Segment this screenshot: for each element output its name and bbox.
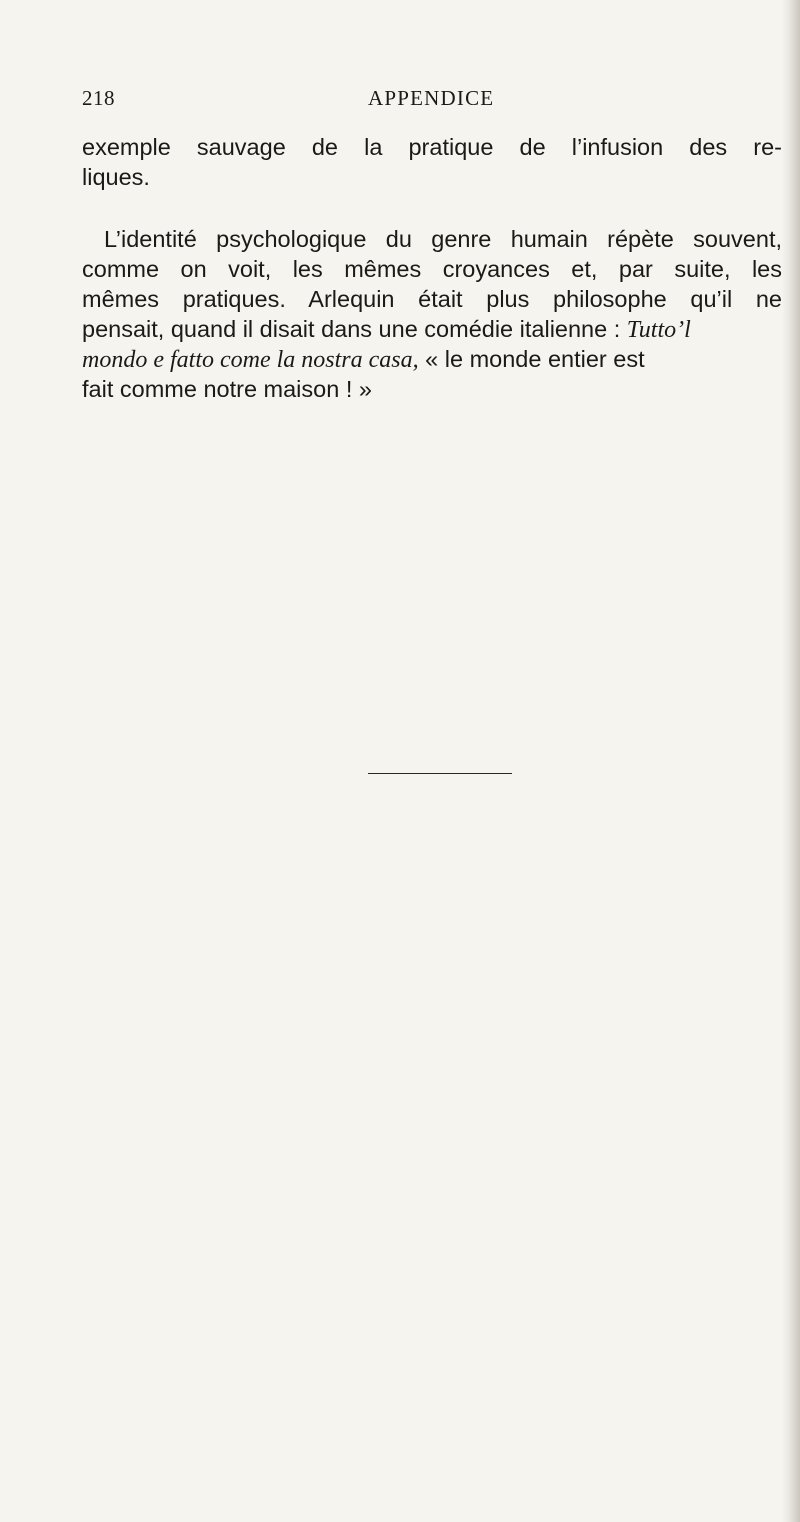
- text-line: fait comme notre maison ! »: [82, 376, 372, 402]
- text-line: liques.: [82, 164, 150, 190]
- paragraph-1: [82, 132, 782, 192]
- text-roman: « le monde entier est: [418, 346, 645, 372]
- paragraph-2: [82, 224, 782, 404]
- page-edge-shadow: [782, 0, 800, 1522]
- body-text: [82, 132, 782, 404]
- text-line: L’identité psychologique du genre humain répète souvent,: [104, 226, 782, 252]
- running-title: APPENDICE: [368, 86, 495, 110]
- running-head: [82, 86, 782, 116]
- paragraph-spacing: [82, 192, 782, 224]
- italic-quote: Tutto’l: [626, 317, 691, 343]
- text-roman: pensait, quand il disait dans une comédie italienne :: [82, 316, 627, 342]
- italic-quote: mondo e fatto come la nostra casa,: [82, 347, 419, 373]
- text-line: comme on voit, les mêmes croyances et, par suite, les: [82, 256, 782, 282]
- text-line: mêmes pratiques. Arlequin était plus philosophe qu’il ne: [82, 286, 782, 312]
- text-line: [82, 344, 782, 374]
- text-line: [82, 314, 782, 344]
- section-end-rule: [368, 773, 512, 774]
- page-number: 218: [82, 86, 115, 110]
- text-line: exemple sauvage de la pratique de l’infusion des re-: [82, 134, 782, 160]
